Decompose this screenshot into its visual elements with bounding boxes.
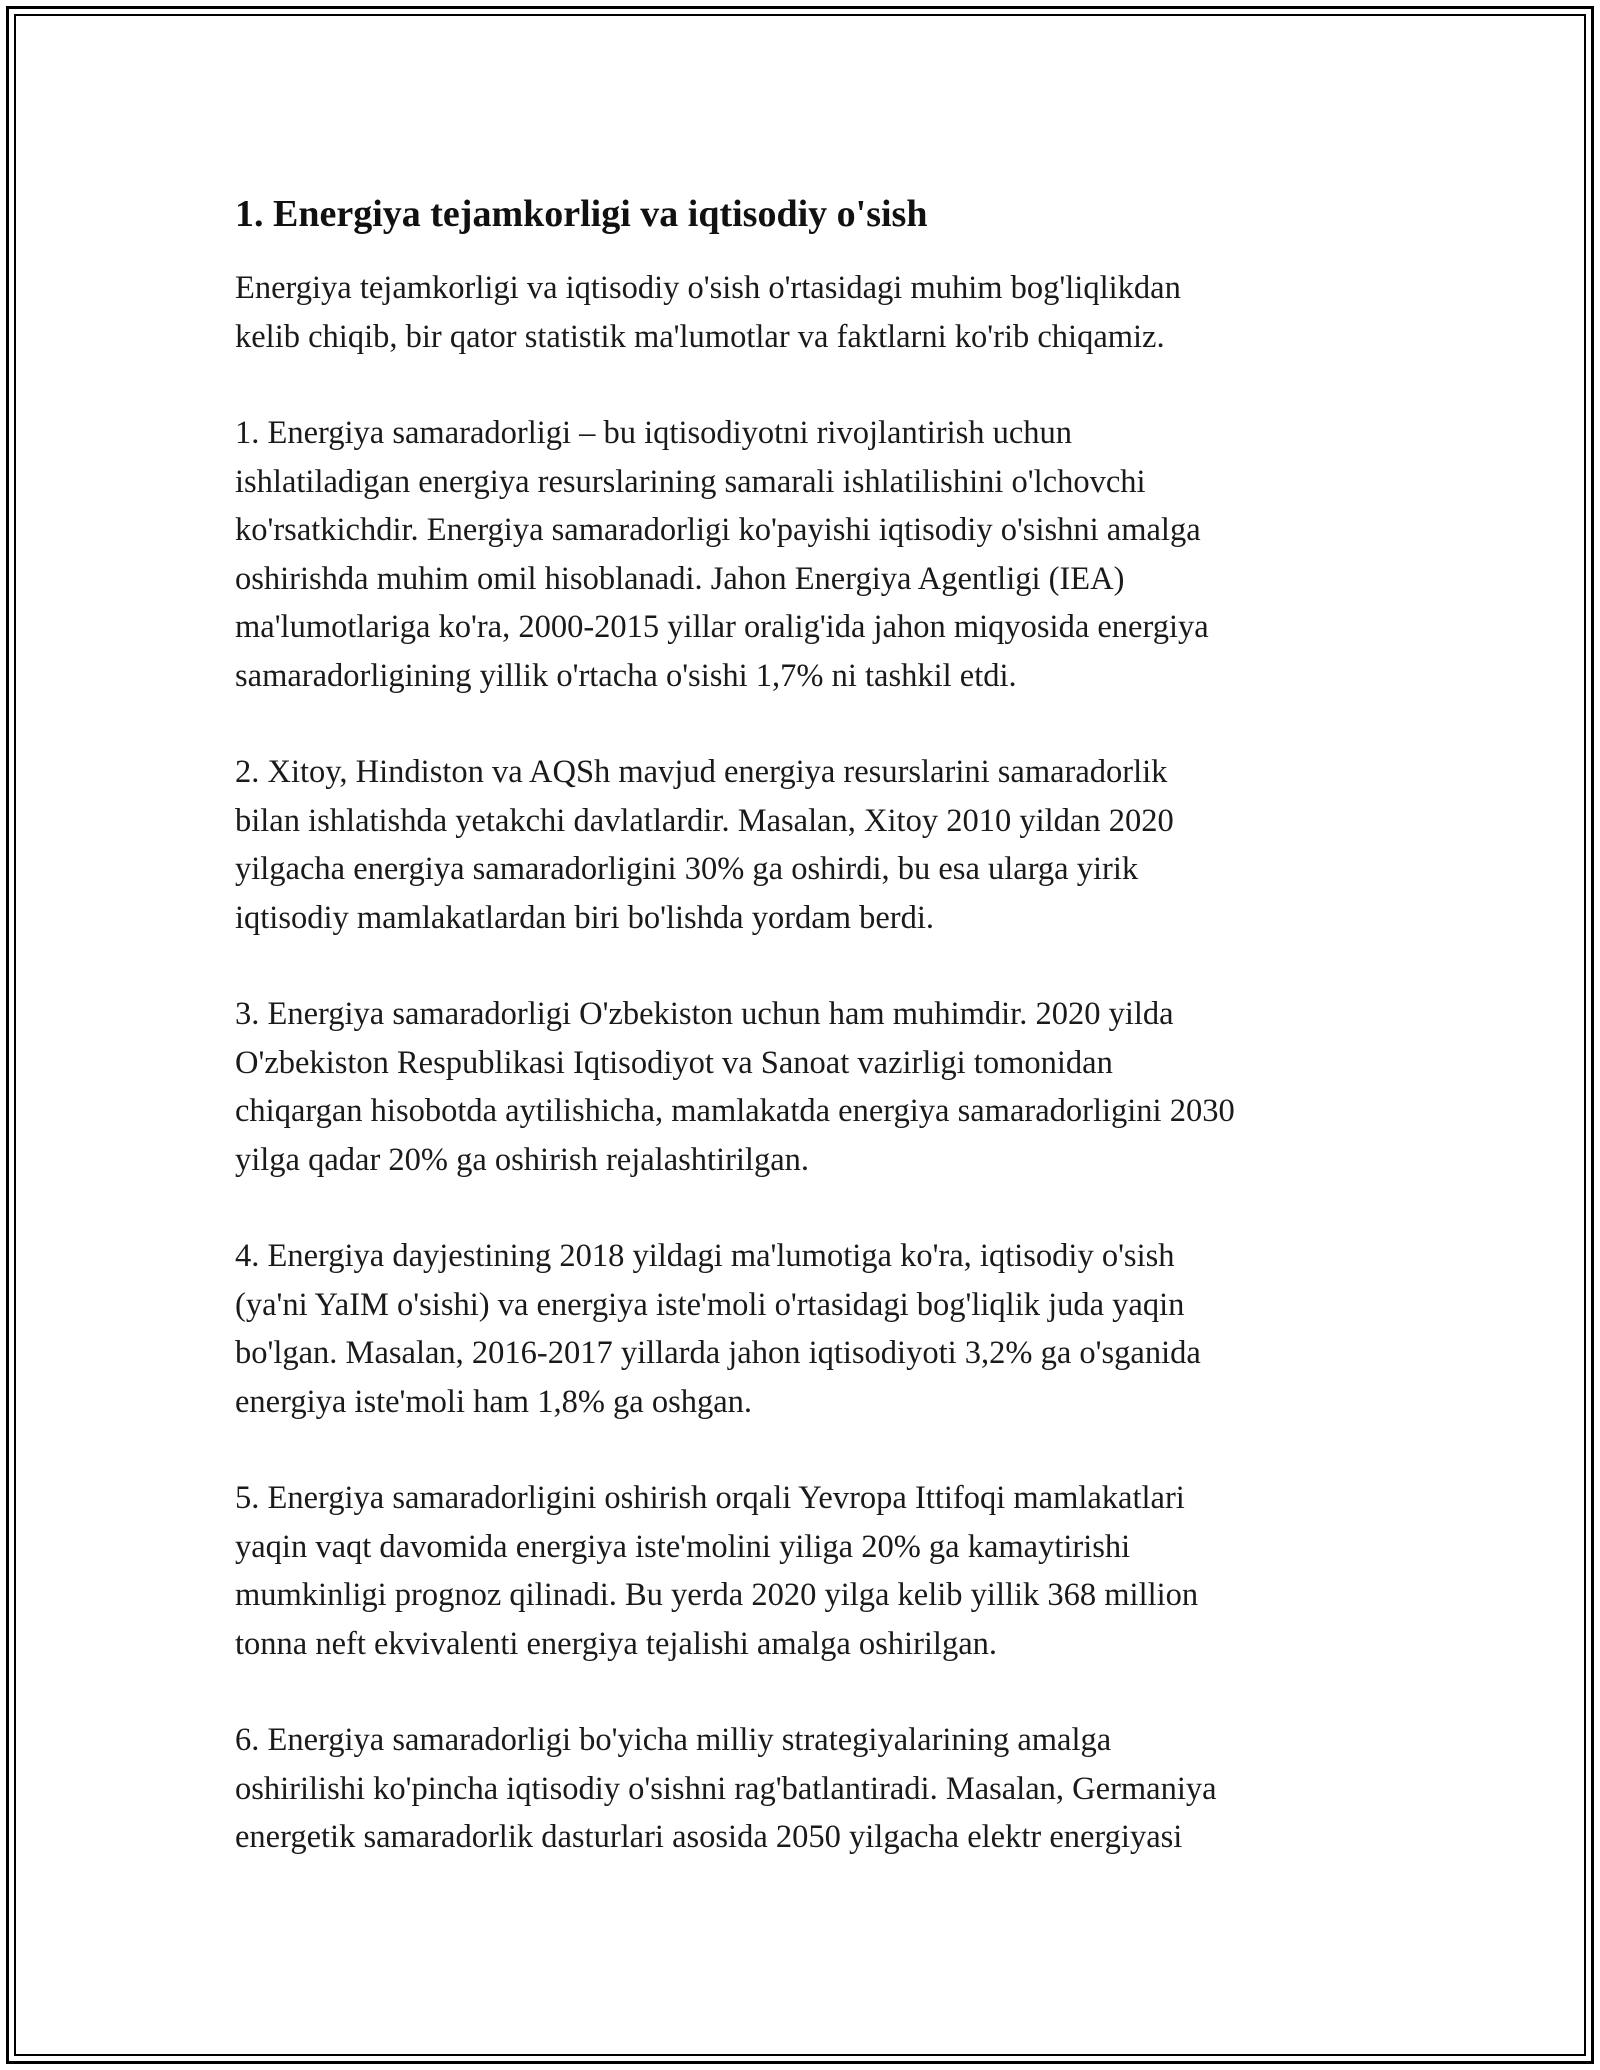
text-line: oshirishda muhim omil hisoblanadi. Jahon Energiya Agentligi (IEA) bbox=[235, 560, 1125, 597]
text-line: samaradorligining yillik o'rtacha o'sishi 1,7% ni tashkil etdi. bbox=[235, 657, 1017, 694]
text-line: 4. Energiya dayjestining 2018 yildagi ma'lumotiga ko'ra, iqtisodiy o'sish bbox=[235, 1238, 1175, 1274]
text-line: chiqargan hisobotda aytilishicha, mamlakatda energiya samaradorligini 2030 bbox=[235, 1093, 1235, 1129]
point-2-paragraph bbox=[235, 748, 1395, 942]
text-line: energiya iste'moli ham 1,8% ga oshgan. bbox=[235, 1383, 753, 1420]
text-line: 6. Energiya samaradorligi bo'yicha milliy strategiyalarining amalga bbox=[235, 1722, 1112, 1758]
text-line: iqtisodiy mamlakatlardan biri bo'lishda yordam berdi. bbox=[235, 899, 935, 936]
point-4-paragraph bbox=[235, 1232, 1395, 1426]
text-line: bilan ishlatishda yetakchi davlatlardir. Masalan, Xitoy 2010 yildan 2020 bbox=[235, 802, 1174, 839]
text-line: 3. Energiya samaradorligi O'zbekiston uchun ham muhimdir. 2020 yilda bbox=[235, 996, 1174, 1032]
text-line: ko'rsatkichdir. Energiya samaradorligi ko'payishi iqtisodiy o'sishni amalga bbox=[235, 512, 1201, 548]
text-line: energetik samaradorlik dasturlari asosida 2050 yilgacha elektr energiyasi bbox=[235, 1819, 1183, 1855]
point-3-paragraph bbox=[235, 990, 1395, 1184]
text-line: O'zbekiston Respublikasi Iqtisodiyot va Sanoat vazirligi tomonidan bbox=[235, 1044, 1113, 1081]
text-line: 5. Energiya samaradorligini oshirish orqali Yevropa Ittifoqi mamlakatlari bbox=[235, 1480, 1185, 1516]
text-line: yilgacha energiya samaradorligini 30% ga oshirdi, bu esa ularga yirik bbox=[235, 851, 1139, 887]
text-line: tonna neft ekvivalenti energiya tejalishi amalga oshirilgan. bbox=[235, 1625, 998, 1662]
text-line: 1. Energiya samaradorligi – bu iqtisodiyotni rivojlantirish uchun bbox=[235, 415, 1073, 451]
text-line: mumkinligi prognoz qilinadi. Bu yerda 2020 yilga kelib yillik 368 million bbox=[235, 1577, 1199, 1613]
text-line: bo'lgan. Masalan, 2016-2017 yillarda jahon iqtisodiyoti 3,2% ga o'sganida bbox=[235, 1335, 1201, 1371]
text-line: 2. Xitoy, Hindiston va AQSh mavjud energiya resurslarini samaradorlik bbox=[235, 754, 1168, 790]
intro-paragraph bbox=[235, 264, 1395, 361]
text-line: oshirilishi ko'pincha iqtisodiy o'sishni rag'batlantiradi. Masalan, Germaniya bbox=[235, 1770, 1217, 1807]
point-1-paragraph bbox=[235, 409, 1395, 700]
text-line: ishlatiladigan energiya resurslarining samarali ishlatilishini o'lchovchi bbox=[235, 463, 1146, 500]
text-line: yilga qadar 20% ga oshirish rejalashtirilgan. bbox=[235, 1141, 810, 1178]
document-title: 1. Energiya tejamkorligi va iqtisodiy o'sish bbox=[235, 193, 928, 235]
text-line: Energiya tejamkorligi va iqtisodiy o'sish o'rtasidagi muhim bog'liqlikdan bbox=[235, 270, 1181, 306]
text-line: (ya'ni YaIM o'sishi) va energiya iste'moli o'rtasidagi bog'liqlik juda yaqin bbox=[235, 1286, 1185, 1323]
document-body bbox=[235, 186, 1395, 1910]
point-6-paragraph bbox=[235, 1716, 1395, 1862]
text-line: yaqin vaqt davomida energiya iste'molini yiliga 20% ga kamaytirishi bbox=[235, 1528, 1131, 1565]
point-5-paragraph bbox=[235, 1474, 1395, 1668]
text-line: ma'lumotlariga ko'ra, 2000-2015 yillar oralig'ida jahon miqyosida energiya bbox=[235, 609, 1209, 645]
text-line: kelib chiqib, bir qator statistik ma'lumotlar va faktlarni ko'rib chiqamiz. bbox=[235, 318, 1165, 355]
